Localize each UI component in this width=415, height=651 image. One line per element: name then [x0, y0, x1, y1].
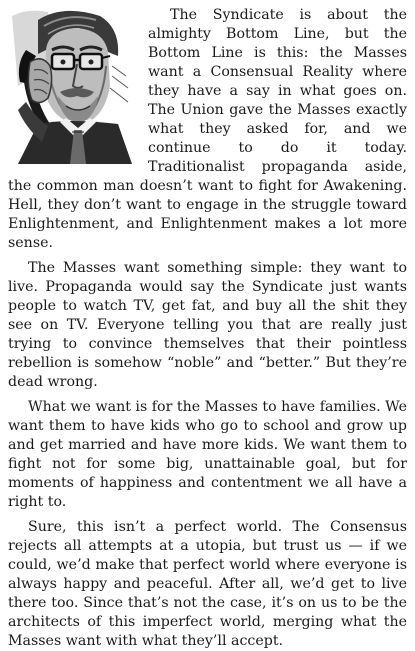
paragraph-4: Sure, this isn’t a perfect world. The Consensus rejects all attempts at a utopia, but trust us — if we could, we’d make that perfect world where everyone is always happy and peaceful. After all, we’d get to live there too. Since that’s not the case, it’s on us to be the architects of this imperfect world, merging what the Masses want with what they’ll accept.: [8, 519, 407, 649]
man-on-phone-illustration: [8, 6, 138, 164]
paragraph-3: What we want is for the Masses to have families. We want them to have kids who go to school and grow up and get married and have more kids. We want them to fight not for some big, unattainable goal, but for moments of happiness and contentment we all have a right to.: [8, 399, 407, 510]
document-page: [8, 6, 407, 649]
paragraph-1: The Syndicate is about the almighty Bottom Line, but the Bottom Line is this: the Masses want a Consensual Reality where they have a say in what goes on. The Union gave the Masses exactly what they asked for, and we continue to do it today. Traditionalist propaganda aside, the common man doesn’t want to fight for Awakening. Hell, they don’t want to engage in the struggle toward Enlightenment, and Enlightenment makes a lot more sense.: [8, 7, 407, 251]
illustration: [8, 6, 138, 164]
paragraph-2: The Masses want something simple: they want to live. Propaganda would say the Syndicate just wants people to watch TV, get fat, and buy all the shit they see on TV. Everyone telling you that are really just trying to convince themselves that their pointless rebellion is somehow “noble” and “better.” But they’re dead wrong.: [8, 260, 407, 390]
